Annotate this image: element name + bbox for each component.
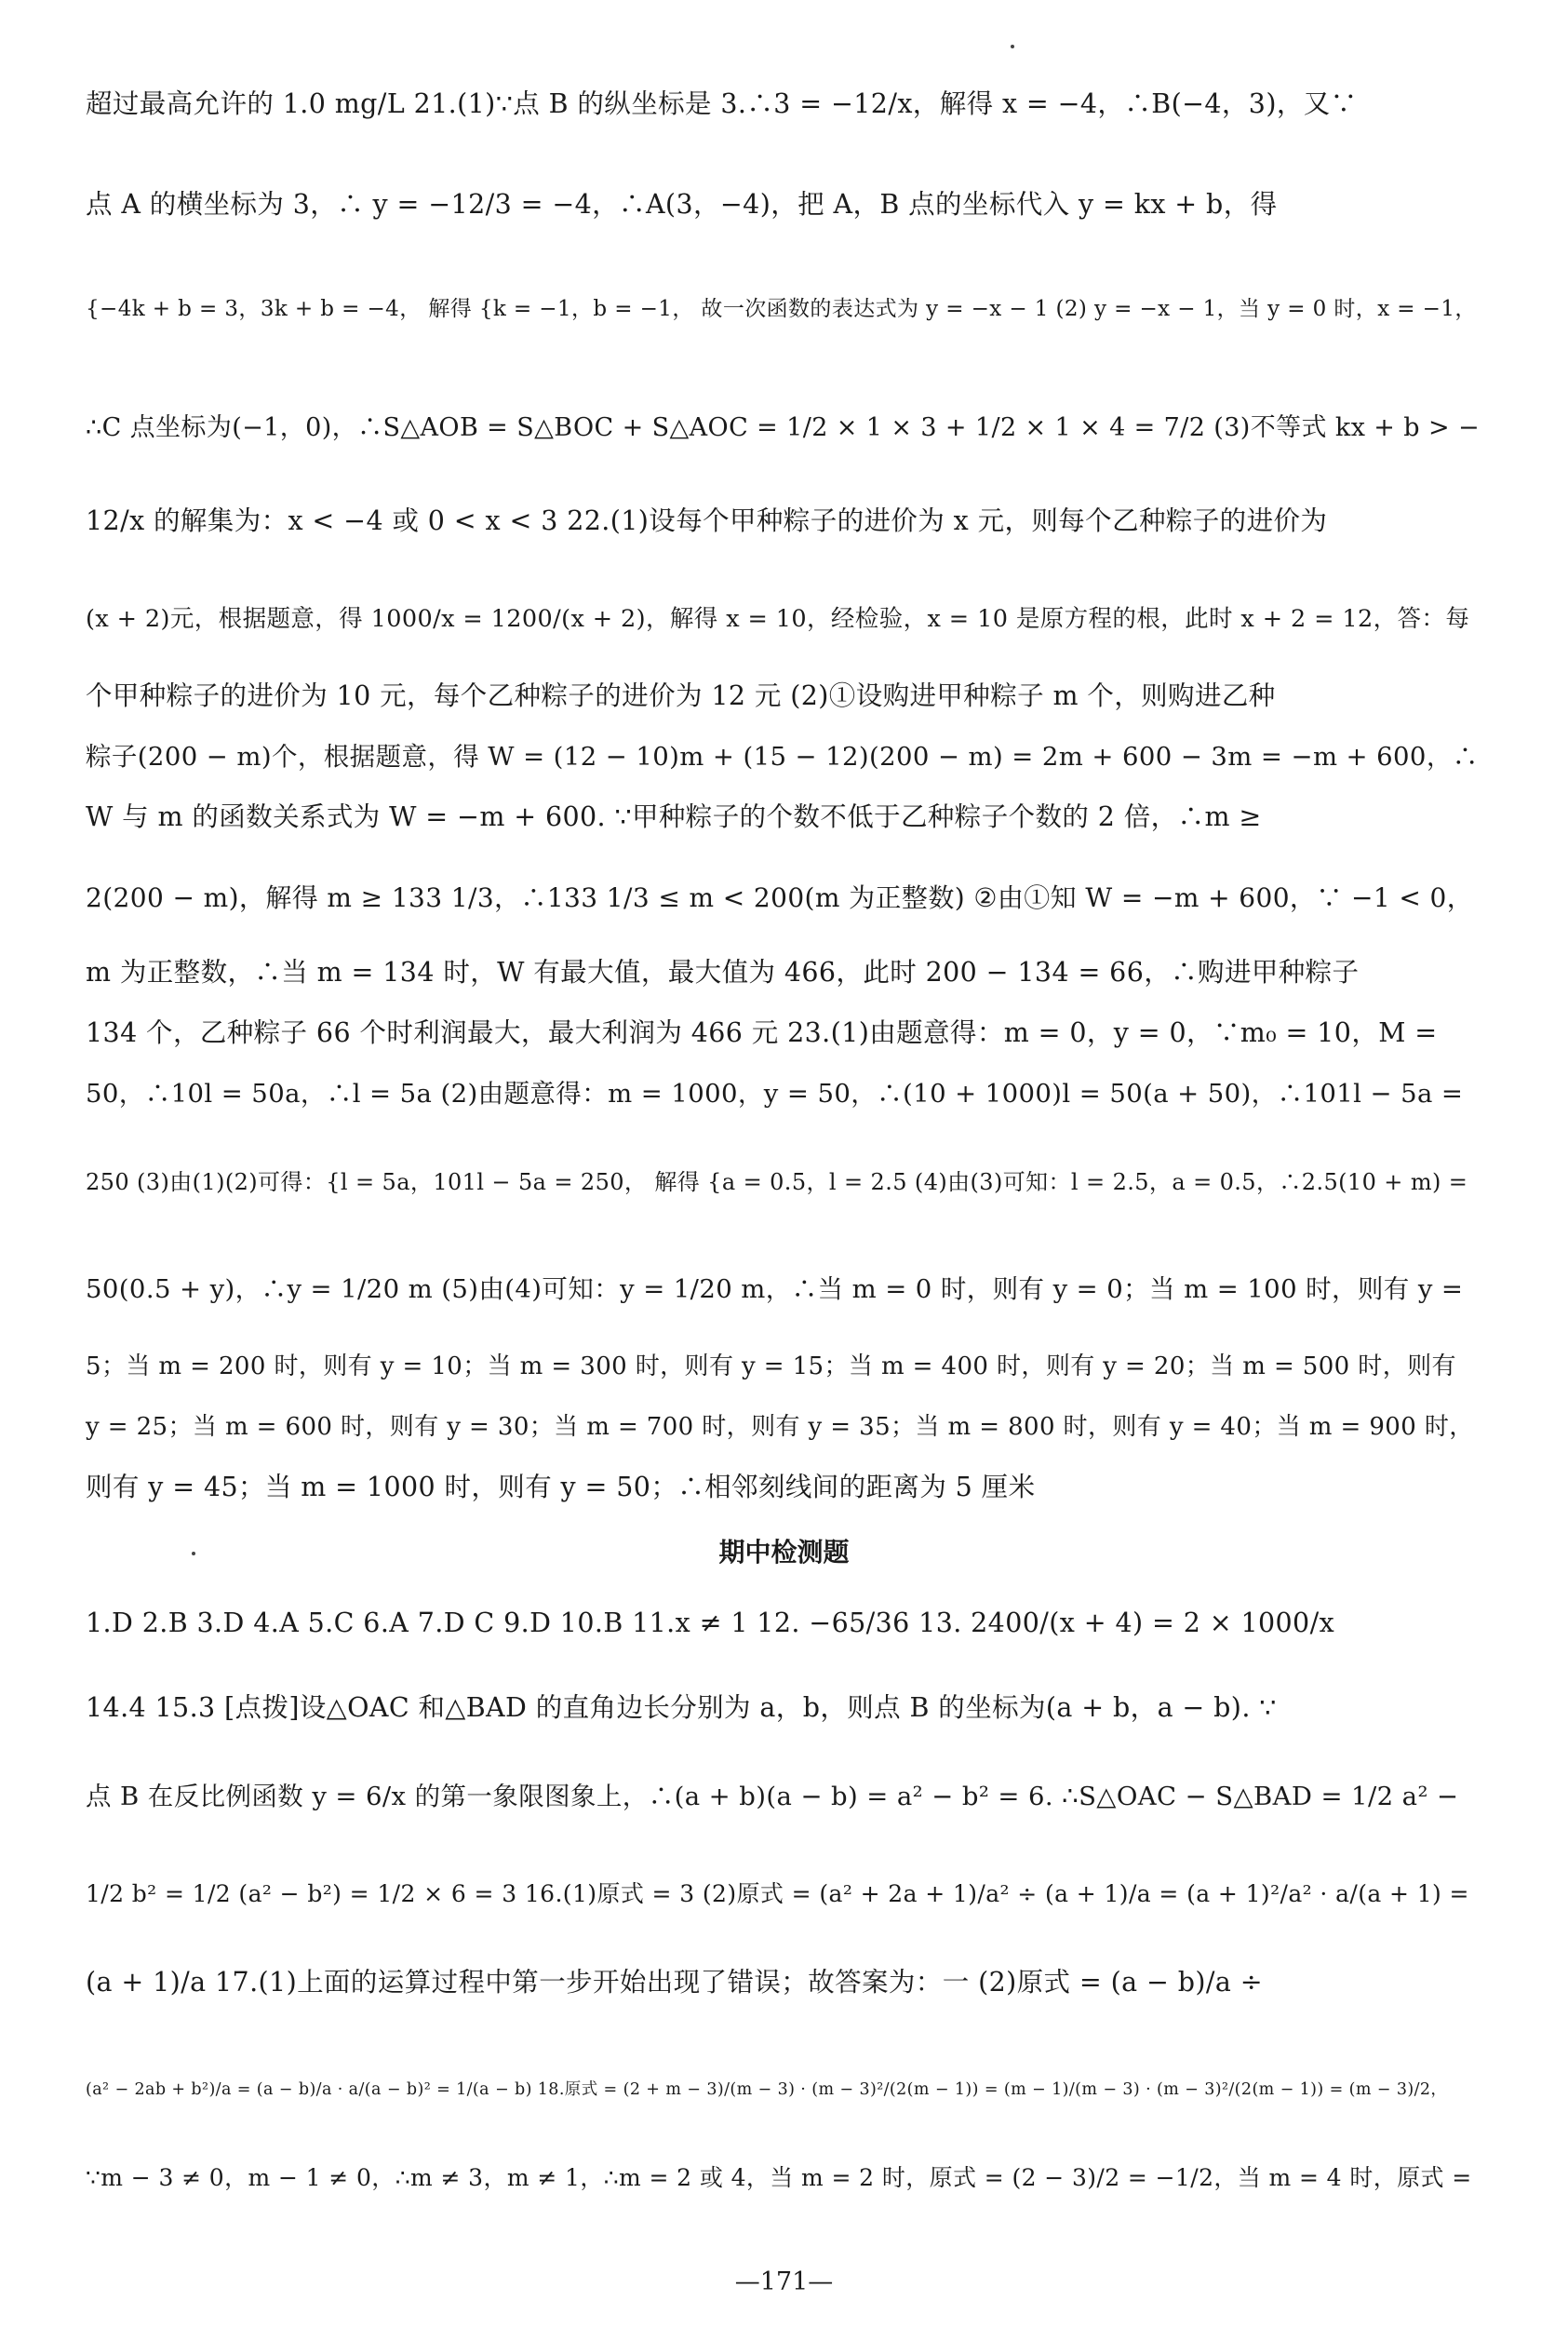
page-number: —171— — [734, 2267, 834, 2296]
text-line: ∴C 点坐标为(−1，0)，∴S△AOB = S△BOC + S△AOC = 1/2 × 1 × 3 + 1/2 × 1 × 4 = 7/2 (3)不等式 kx + b > − — [86, 413, 1480, 442]
text-line: 12/x 的解集为：x < −4 或 0 < x < 3 22.(1)设每个甲种粽子的进价为 x 元，则每个乙种粽子的进价为 — [86, 505, 1328, 536]
scan-speck — [1011, 45, 1014, 48]
text-line: m 为正整数，∴当 m = 134 时，W 有最大值，最大值为 466，此时 200 − 134 = 66，∴购进甲种粽子 — [86, 957, 1360, 988]
answer-line: 14.4 15.3 [点拨]设△OAC 和△BAD 的直角边长分别为 a，b，则点 B 的坐标为(a + b，a − b). ∵ — [86, 1692, 1277, 1723]
text-line: 50(0.5 + y)，∴y = 1/20 m (5)由(4)可知：y = 1/20 m，∴当 m = 0 时，则有 y = 0；当 m = 100 时，则有 y = — [86, 1274, 1464, 1304]
text-line: 2(200 − m)，解得 m ≥ 133 1/3，∴133 1/3 ≤ m < 200(m 为正整数) ②由①知 W = −m + 600，∵ −1 < 0， — [86, 882, 1474, 913]
answer-line: ∵m − 3 ≠ 0，m − 1 ≠ 0，∴m ≠ 3，m ≠ 1，∴m = 2 或 4，当 m = 2 时，原式 = (2 − 3)/2 = −1/2，当 m = 4 时，原式 = — [86, 2164, 1472, 2191]
text-line: 250 (3)由(1)(2)可得：{l = 5a，101l − 5a = 250， 解得 {a = 0.5，l = 2.5 (4)由(3)可知：l = 2.5，a = 0.5，∴2.5(10 + m) = — [86, 1169, 1468, 1195]
text-line: 个甲种粽子的进价为 10 元，每个乙种粽子的进价为 12 元 (2)①设购进甲种粽子 m 个，则购进乙种 — [86, 680, 1276, 711]
text-line: 粽子(200 − m)个，根据题意，得 W = (12 − 10)m + (15 − 12)(200 − m) = 2m + 600 − 3m = −m + 600，∴ — [86, 742, 1479, 772]
answer-line: 1/2 b² = 1/2 (a² − b²) = 1/2 × 6 = 3 16.(1)原式 = 3 (2)原式 = (a² + 2a + 1)/a² ÷ (a + 1)/a = (a + 1)²/a² · a/(a + 1) = — [86, 1880, 1469, 1907]
text-line: W 与 m 的函数关系式为 W = −m + 600. ∵甲种粽子的个数不低于乙种粽子个数的 2 倍，∴m ≥ — [86, 801, 1262, 832]
text-line: 则有 y = 45；当 m = 1000 时，则有 y = 50；∴相邻刻线间的距离为 5 厘米 — [86, 1472, 1036, 1502]
answer-line: 1.D 2.B 3.D 4.A 5.C 6.A 7.D C 9.D 10.B 11.x ≠ 1 12. −65/36 13. 2400/(x + 4) = 2 × 1000/x — [86, 1608, 1335, 1638]
answer-line: (a + 1)/a 17.(1)上面的运算过程中第一步开始出现了错误；故答案为：一 (2)原式 = (a − b)/a ÷ — [86, 1967, 1264, 1998]
text-line: 50，∴10l = 50a，∴l = 5a (2)由题意得：m = 1000，y = 50，∴(10 + 1000)l = 50(a + 50)，∴101l − 5a = — [86, 1079, 1464, 1109]
section-title: 期中检测题 — [718, 1537, 850, 1567]
answer-line: (a² − 2ab + b²)/a = (a − b)/a · a/(a − b)² = 1/(a − b) 18.原式 = (2 + m − 3)/(m − 3) · (m − 3)²/(2(m − 1)) = (m − 1)/(m − 3) · (m − 3)²/(2(m − 1)) = (m − 3)/2， — [86, 2080, 1448, 2099]
text-line: 134 个，乙种粽子 66 个时利润最大，最大利润为 466 元 23.(1)由题意得：m = 0，y = 0，∵m₀ = 10，M = — [86, 1017, 1438, 1048]
answer-line: 点 B 在反比例函数 y = 6/x 的第一象限图象上，∴(a + b)(a − b) = a² − b² = 6. ∴S△OAC − S△BAD = 1/2 a² − — [86, 1782, 1459, 1811]
text-line: 超过最高允许的 1.0 mg/L 21.(1)∵点 B 的纵坐标是 3.∴3 = −12/x，解得 x = −4，∴B(−4，3)，又∵ — [86, 88, 1358, 119]
text-line: {−4k + b = 3，3k + b = −4， 解得 {k = −1，b = −1， 故一次函数的表达式为 y = −x − 1 (2) y = −x − 1，当 y = 0 时，x = −1， — [86, 297, 1477, 321]
text-line: 5；当 m = 200 时，则有 y = 10；当 m = 300 时，则有 y = 15；当 m = 400 时，则有 y = 20；当 m = 500 时，则有 — [86, 1352, 1456, 1380]
text-line: (x + 2)元，根据题意，得 1000/x = 1200/(x + 2)，解得 x = 10，经检验，x = 10 是原方程的根，此时 x + 2 = 12，答：每 — [86, 605, 1470, 633]
text-line: 点 A 的横坐标为 3，∴ y = −12/3 = −4，∴A(3，−4)，把 A，B 点的坐标代入 y = kx + b，得 — [86, 189, 1278, 220]
text-line: y = 25；当 m = 600 时，则有 y = 30；当 m = 700 时，则有 y = 35；当 m = 800 时，则有 y = 40；当 m = 900 时， — [86, 1413, 1474, 1441]
